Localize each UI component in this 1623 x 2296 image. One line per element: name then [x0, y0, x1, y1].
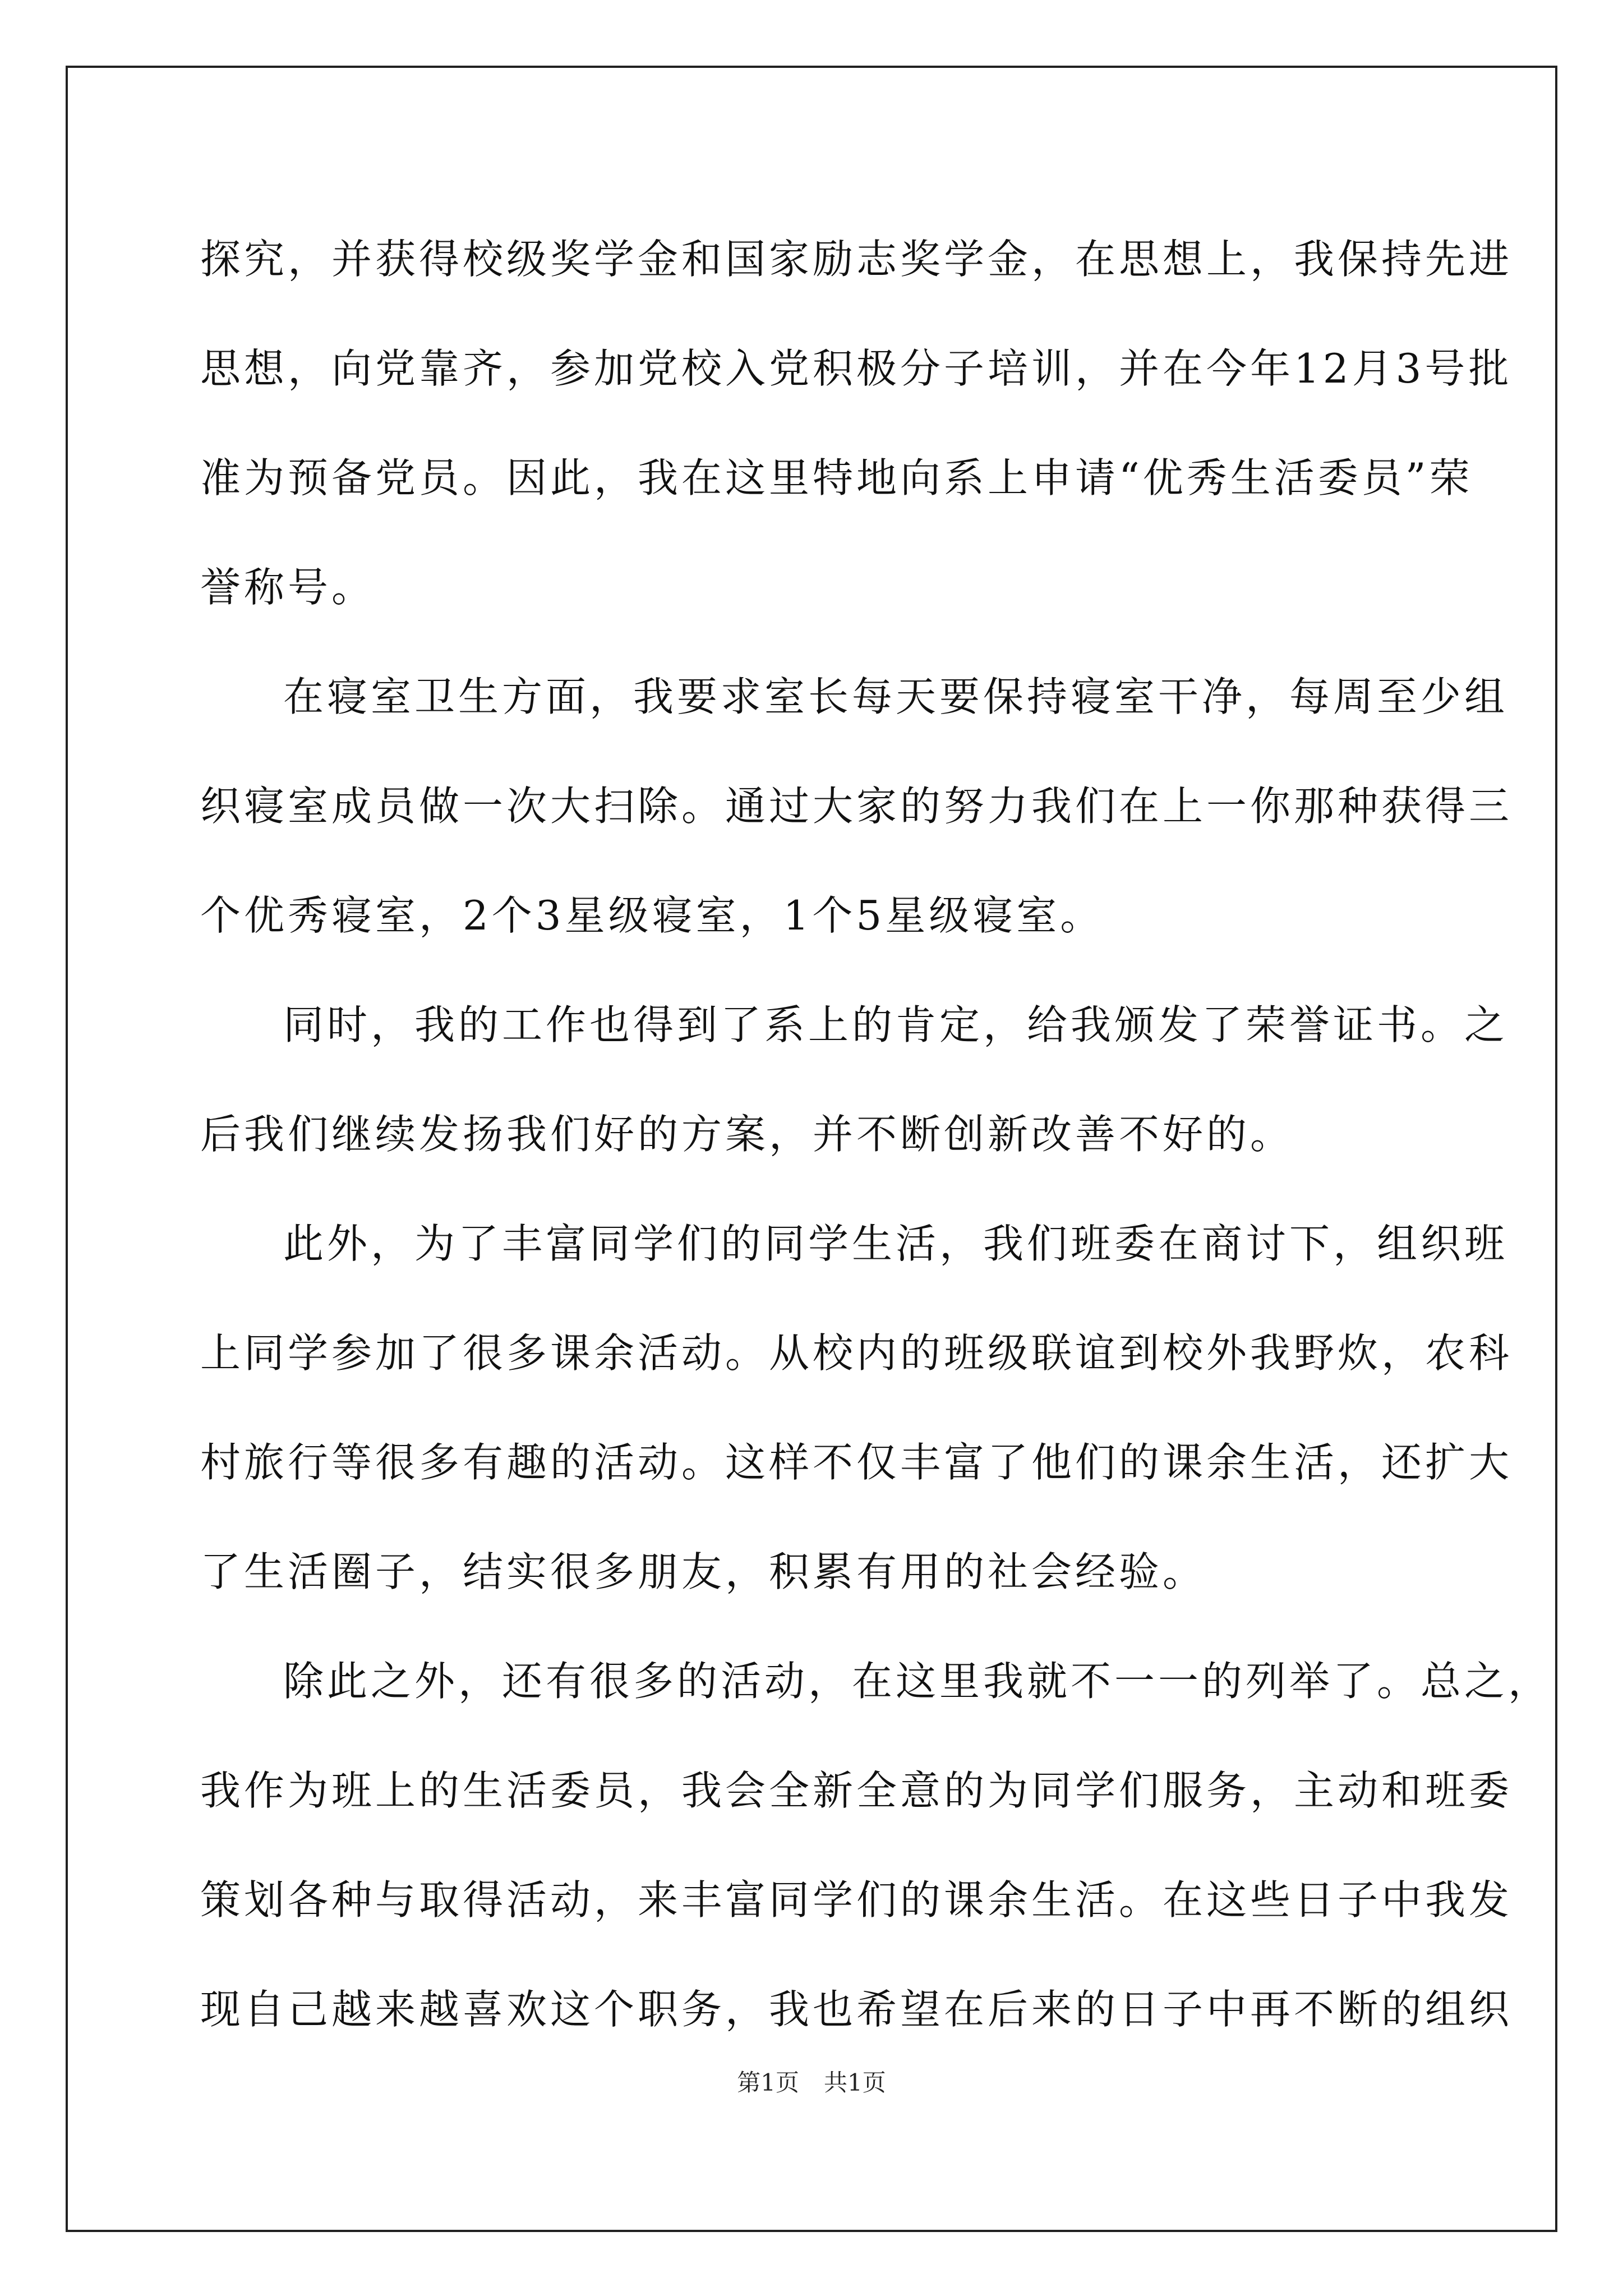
paragraph-start-line: 在寝室卫生方面，我要求室长每天要保持寝室干净，每周至少组	[283, 673, 1509, 720]
text-line: 织寝室成员做一次大扫除。通过大家的努力我们在上一你那种获得三	[200, 783, 1513, 830]
text-line: 了生活圈子，结实很多朋友，积累有用的社会经验。	[200, 1548, 1207, 1595]
text-line: 后我们继续发扬我们好的方案，并不断创新改善不好的。	[200, 1111, 1294, 1158]
paragraph-start-line: 同时，我的工作也得到了系上的肯定，给我颁发了荣誉证书。之	[283, 1001, 1509, 1048]
text-line: 村旅行等很多有趣的活动。这样不仅丰富了他们的课余生活，还扩大	[200, 1439, 1513, 1486]
text-line: 思想，向党靠齐，参加党校入党积极分子培训，并在今年12月3号批	[200, 345, 1513, 392]
text-line: 个优秀寝室，2个3星级寝室，1个5星级寝室。	[200, 892, 1104, 939]
page-number: 第1页	[737, 2069, 799, 2096]
text-line: 誉称号。	[200, 564, 376, 611]
text-line: 策划各种与取得活动，来丰富同学们的课余生活。在这些日子中我发	[200, 1876, 1513, 1924]
document-body	[200, 205, 1552, 2064]
text-line: 准为预备党员。因此，我在这里特地向系上申请“优秀生活委员”荣	[200, 454, 1473, 501]
text-line: 我作为班上的生活委员，我会全新全意的为同学们服务，主动和班委	[200, 1767, 1513, 1814]
page-footer	[0, 2064, 1623, 2098]
paragraph-start-line: 除此之外，还有很多的活动，在这里我就不一一的列举了。总之，	[283, 1658, 1552, 1705]
text-line: 探究，并获得校级奖学金和国家励志奖学金，在思想上，我保持先进	[200, 236, 1513, 283]
page-total: 共1页	[824, 2069, 886, 2096]
text-line: 现自己越来越喜欢这个职务，我也希望在后来的日子中再不断的组织	[200, 1986, 1513, 2033]
text-line: 上同学参加了很多课余活动。从校内的班级联谊到校外我野炊，农科	[200, 1329, 1513, 1377]
paragraph-start-line: 此外，为了丰富同学们的同学生活，我们班委在商讨下，组织班	[283, 1220, 1509, 1267]
